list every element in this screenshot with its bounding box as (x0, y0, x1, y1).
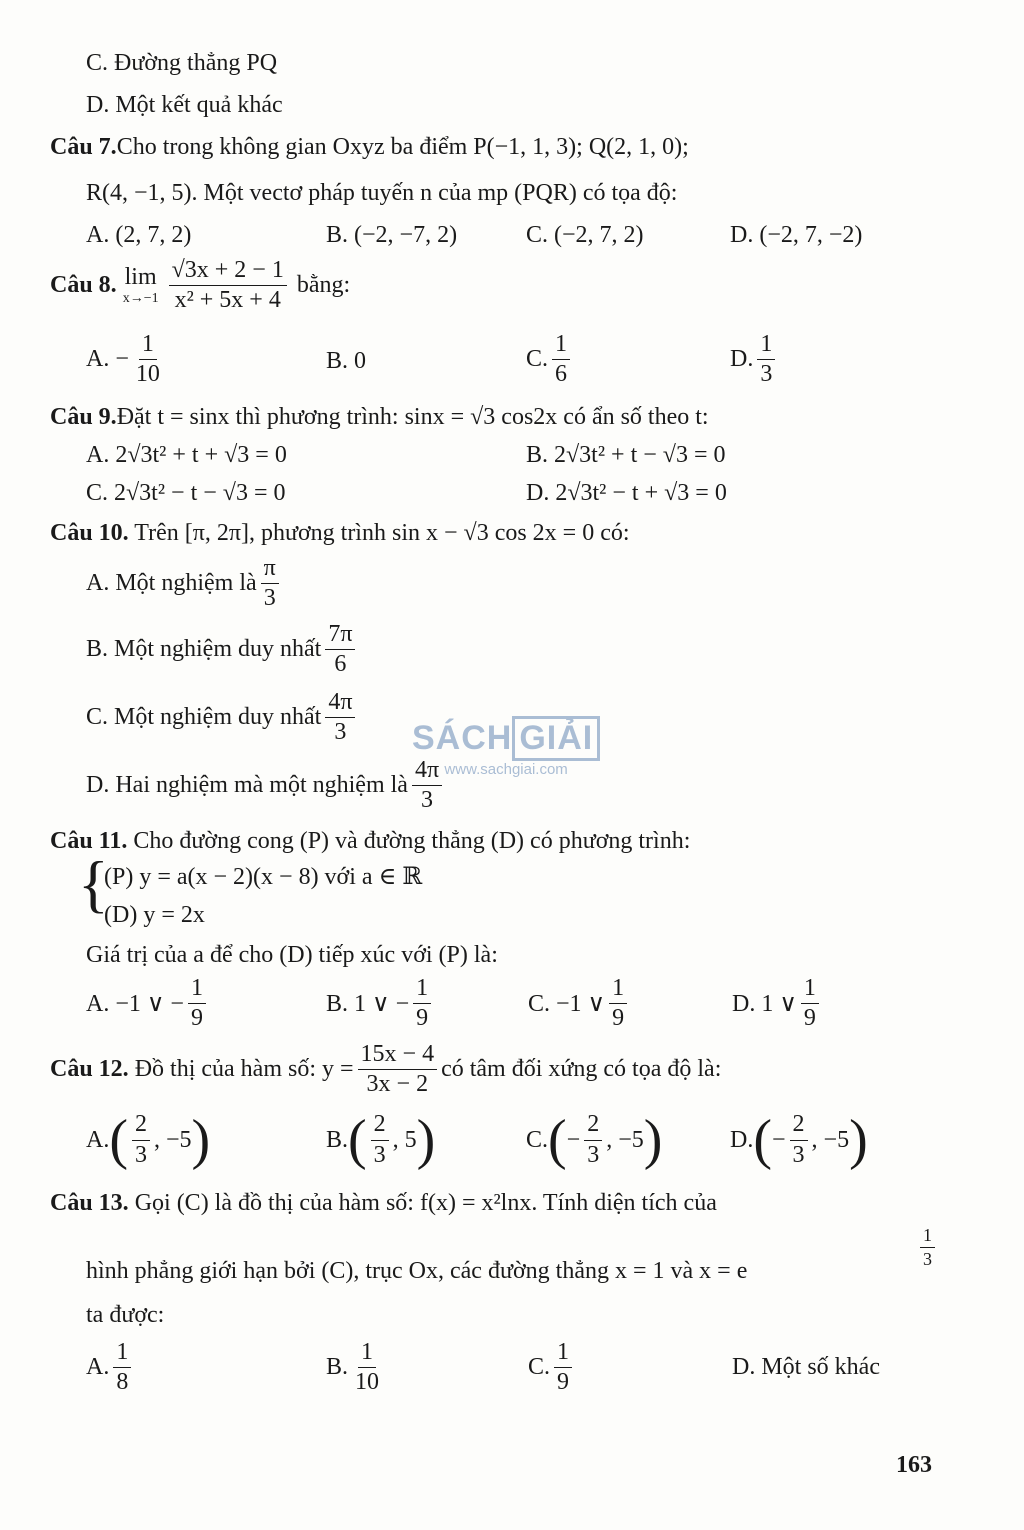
q8-fraction (169, 258, 287, 313)
q10-c-frac (325, 690, 355, 745)
q13-option-c (528, 1340, 576, 1395)
q8-question (50, 258, 350, 313)
q13-heading: Câu 13. (50, 1190, 129, 1216)
q8-c-num: 1 (552, 332, 570, 360)
q12-d-num: 2 (790, 1112, 808, 1140)
q11-d-frac (801, 976, 819, 1031)
q11-a-frac (188, 976, 206, 1031)
q13-a-label: A. (86, 1354, 110, 1381)
q11-a-text: A. −1 ∨ − (86, 991, 184, 1018)
q7-option-c: C. (−2, 7, 2) (526, 222, 644, 248)
q10-d-text: D. Hai nghiệm mà một nghiệm là (86, 772, 408, 799)
q13-c-frac (554, 1340, 572, 1395)
q13-b-den: 10 (355, 1369, 380, 1396)
q10-d-num: 4π (412, 758, 442, 786)
q9-option-b: B. 2√3t² + t − √3 = 0 (526, 442, 726, 468)
q13-exp-frac (920, 1226, 935, 1269)
q10-a-text: A. Một nghiệm là (86, 570, 257, 597)
q11-prompt: Giá trị của a để cho (D) tiếp xúc với (P) là: (86, 942, 498, 968)
q8-d-num: 1 (757, 332, 775, 360)
q12-denominator: 3x − 2 (366, 1071, 429, 1098)
watermark-logo-left: SÁCH (412, 719, 513, 757)
watermark (412, 716, 600, 778)
q10-c-den: 3 (334, 719, 347, 746)
q8-lim-sub: x→−1 (122, 291, 159, 307)
q8-lim-text: lim (124, 264, 157, 291)
q11-a-den: 9 (190, 1005, 203, 1032)
q13-b-frac (352, 1340, 382, 1395)
q12-a-den: 3 (135, 1141, 147, 1168)
q10-a-num: π (261, 556, 279, 584)
q8-denominator: x² + 5x + 4 (174, 287, 281, 314)
q11-brace: { (78, 848, 109, 919)
q10-a-den: 3 (263, 585, 276, 612)
q8-a-num: 1 (139, 332, 157, 360)
q12-option-c: C. ( − $\frac{2}{3}$ , −5 ) (526, 1109, 663, 1171)
q12-b-tail: , 5 (392, 1126, 417, 1153)
q13-b-label: B. (326, 1354, 349, 1381)
q13-a-frac (113, 1340, 131, 1395)
q13-a-den: 8 (116, 1369, 129, 1396)
q12-c-den: 3 (587, 1141, 600, 1168)
q12-option-b: B. ( $\frac{2}{3}$ , 5 ) (326, 1109, 436, 1171)
q7-text-line2: R(4, −1, 5). Một vectơ pháp tuyến n của mp (PQR) có tọa độ: (86, 180, 678, 206)
q8-d-frac (757, 332, 775, 387)
q12-tail: có tâm đối xứng có tọa độ là: (441, 1056, 722, 1083)
q13-question (50, 1190, 717, 1217)
q10-c-num: 4π (325, 690, 355, 718)
q13-exponent (916, 1226, 939, 1269)
q8-option-b: B. 0 (326, 348, 367, 374)
q7-question (50, 134, 689, 161)
q11-question (50, 828, 690, 855)
q12-numerator: 15x − 4 (358, 1042, 438, 1070)
q11-a-num: 1 (188, 976, 206, 1004)
q12-c-label: C. (526, 1126, 549, 1153)
q12-question (50, 1042, 721, 1097)
q11-heading: Câu 11. (50, 828, 128, 854)
q9-question (50, 404, 709, 431)
q12-fraction (358, 1042, 438, 1097)
q8-d-label: D. (730, 346, 754, 373)
q13-c-num: 1 (554, 1340, 572, 1368)
q8-c-label: C. (526, 346, 549, 373)
q13-a-num: 1 (113, 1340, 131, 1368)
q12-b-frac (371, 1112, 389, 1167)
q11-b-frac (413, 976, 431, 1031)
q11-c-text: C. −1 ∨ (528, 991, 606, 1018)
q10-option-c (86, 690, 359, 745)
q11-d-den: 9 (803, 1005, 816, 1032)
watermark-logo (412, 716, 600, 761)
q10-b-den: 6 (334, 651, 347, 678)
q8-a-frac (133, 332, 163, 387)
q8-c-frac (552, 332, 570, 387)
q11-c-num: 1 (609, 976, 627, 1004)
q8-option-a (86, 332, 167, 387)
q12-a-tail: , −5 (154, 1126, 192, 1153)
q10-option-b (86, 622, 359, 677)
q11-option-b (326, 976, 435, 1031)
q12-a-label: A. (86, 1126, 110, 1153)
q7-option-a: A. (2, 7, 2) (86, 222, 192, 248)
q7-text: Cho trong không gian Oxyz ba điểm P(−1, 1, 3); Q(2, 1, 0); (116, 134, 689, 160)
q11-equation-p: (P) y = a(x − 2)(x − 8) với a ∈ ℝ (104, 864, 423, 890)
q10-b-frac (325, 622, 355, 677)
q11-option-d (732, 976, 823, 1031)
q13-text: Gọi (C) là đồ thị của hàm số: f(x) = x²lnx. Tính diện tích của (134, 1190, 717, 1216)
q10-b-num: 7π (325, 622, 355, 650)
q12-d-den: 3 (792, 1141, 805, 1168)
q8-limit (123, 264, 159, 307)
q11-b-num: 1 (413, 976, 431, 1004)
q12-b-num: 2 (371, 1112, 389, 1140)
watermark-logo-right: GIẢI (512, 716, 600, 761)
q9-option-a: A. 2√3t² + t + √3 = 0 (86, 442, 287, 468)
q12-d-frac (790, 1112, 808, 1167)
q13-text-line2 (86, 1258, 747, 1285)
q10-a-frac (261, 556, 279, 611)
q13-option-d: D. Một số khác (732, 1354, 880, 1380)
q10-b-text: B. Một nghiệm duy nhất (86, 636, 322, 663)
q12-heading: Câu 12. (50, 1056, 129, 1083)
q13-option-a (86, 1340, 135, 1395)
q12-option-d: D. ( − $\frac{2}{3}$ , −5 ) (730, 1109, 868, 1171)
q6-option-c: C. Đường thẳng PQ (86, 50, 278, 76)
q11-equation-d: (D) y = 2x (104, 902, 205, 928)
q10-heading: Câu 10. (50, 520, 129, 546)
page-number: 163 (896, 1452, 932, 1478)
q10-text: Trên [π, 2π], phương trình sin x − √3 cos 2x = 0 có: (134, 520, 630, 546)
q13-option-b (326, 1340, 386, 1395)
q11-b-text: B. 1 ∨ − (326, 991, 410, 1018)
q7-option-b: B. (−2, −7, 2) (326, 222, 458, 248)
q12-text: Đồ thị của hàm số: y = (134, 1056, 354, 1083)
q12-c-tail: , −5 (606, 1126, 644, 1153)
q11-c-frac (609, 976, 627, 1031)
q8-option-c (526, 332, 574, 387)
q11-b-den: 9 (416, 1005, 429, 1032)
q9-heading: Câu 9. (50, 404, 117, 430)
q8-a-den: 10 (135, 361, 160, 388)
q12-a-frac (132, 1112, 150, 1167)
q12-a-num: 2 (132, 1112, 150, 1140)
q12-option-a: A. ( $\frac{2}{3}$ , −5 ) (86, 1109, 211, 1171)
q11-c-den: 9 (612, 1005, 625, 1032)
q8-tail: bằng: (296, 272, 351, 299)
q11-option-a (86, 976, 210, 1031)
q13-exp-den: 3 (923, 1248, 932, 1269)
q10-c-text: C. Một nghiệm duy nhất (86, 704, 322, 731)
q12-c-frac (584, 1112, 602, 1167)
q7-option-d: D. (−2, 7, −2) (730, 222, 863, 248)
q13-b-num: 1 (358, 1340, 376, 1368)
q8-option-d (730, 332, 779, 387)
q9-option-d: D. 2√3t² − t + √3 = 0 (526, 480, 727, 506)
q12-b-label: B. (326, 1126, 349, 1153)
q11-d-num: 1 (801, 976, 819, 1004)
q8-d-den: 3 (760, 361, 773, 388)
q10-question (50, 520, 630, 547)
watermark-url: www.sachgiai.com (444, 761, 568, 778)
q8-c-den: 6 (555, 361, 568, 388)
q13-exp-num: 1 (920, 1226, 935, 1248)
q8-a-label: A. − (86, 346, 129, 373)
q10-option-d (86, 758, 446, 813)
q11-d-text: D. 1 ∨ (732, 991, 797, 1018)
q13-c-label: C. (528, 1354, 551, 1381)
q12-b-den: 3 (373, 1141, 386, 1168)
q11-option-c (528, 976, 631, 1031)
q9-text: Đặt t = sinx thì phương trình: sinx = √3 cos2x có ẩn số theo t: (116, 404, 709, 430)
q6-option-d: D. Một kết quả khác (86, 92, 283, 118)
q13-text2: hình phẳng giới hạn bởi (C), trục Ox, các đường thẳng x = 1 và x = e (86, 1258, 748, 1284)
q8-numerator: √3x + 2 − 1 (169, 258, 287, 286)
q7-heading: Câu 7. (50, 134, 117, 160)
q12-c-num: 2 (584, 1112, 602, 1140)
q12-d-label: D. (730, 1126, 754, 1153)
q10-option-a (86, 556, 283, 611)
q11-text: Cho đường cong (P) và đường thẳng (D) có phương trình: (133, 828, 691, 854)
q13-text-line3: ta được: (86, 1302, 165, 1328)
q9-option-c: C. 2√3t² − t − √3 = 0 (86, 480, 286, 506)
q10-d-den: 3 (421, 787, 433, 814)
q13-c-den: 9 (557, 1369, 570, 1396)
q8-heading: Câu 8. (50, 272, 117, 299)
q12-d-tail: , −5 (811, 1126, 850, 1153)
